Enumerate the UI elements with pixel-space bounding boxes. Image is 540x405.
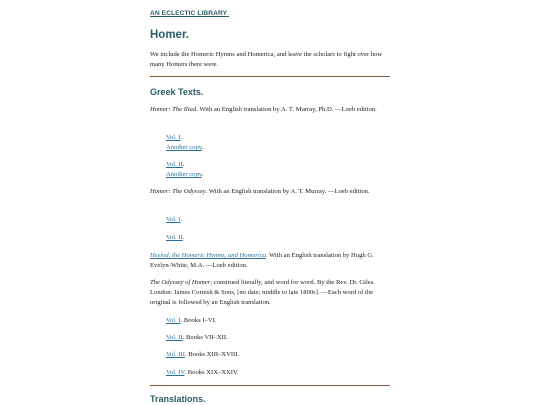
iliad-copy1-line [166,143,203,153]
section-divider [150,76,390,77]
punctuation: . [182,161,185,168]
odyssey-entry [150,187,392,197]
punctuation: . [201,144,204,151]
iliad-vol2-link[interactable]: Vol. II [166,161,183,168]
punctuation: . [180,134,183,141]
library-home-link[interactable]: AN ECLECTIC LIBRARY [150,10,228,17]
iliad-description: . With an English translation by A. T. Murray, Ph.D. —Loeb edition. [196,106,377,113]
hesiod-entry [150,251,392,271]
intro-text: We include the Homeric Hymns and Homerica, and leave the scholars to fight over how many Homers there were. [150,51,383,68]
giles-vol1-link[interactable]: Vol. I [166,317,181,324]
odyssey-vol1-line [166,215,182,225]
hesiod-description: . With an English translation by Hugh G. Evelyn-White, M.A. —Loeb edition. [150,252,374,269]
punctuation: . [201,171,204,178]
giles-vol1-books: . Books I–VI. [180,317,217,324]
odyssey-title: Homer: The Odyssey [150,188,206,195]
odyssey-vol2-link[interactable]: Vol. II [166,234,183,241]
odyssey-description: . With an English translation by A. T. Murray. —Loeb edition. [205,188,370,195]
greek-texts-heading: Greek Texts. [150,87,204,97]
translations-heading: Translations. [150,394,206,404]
hesiod-link[interactable]: Hesiod, the Homeric Hymns, and Homerica [150,252,266,259]
iliad-copy2-line [166,170,203,180]
giles-title: The Odyssey of Homer [150,279,211,286]
punctuation: . [182,234,185,241]
giles-vol2-books: . Books VII–XII. [182,334,228,341]
giles-vol1-line [166,316,216,326]
giles-description: ; construed literally, and word for word. By the Rev. Dr. Giles. London: James Cornish & Sons, [no date; middle to late 1800s]. —Each word of the original is followed by an English translation. [150,279,375,306]
iliad-title: Homer: The Iliad [150,106,197,113]
giles-vol4-link[interactable]: Vol. IV [166,369,185,376]
odyssey-vol2-line [166,233,184,243]
giles-entry [150,278,392,308]
page-title: Homer. [150,29,189,41]
odyssey-vol1-link[interactable]: Vol. I [166,216,181,223]
giles-vol3-books: . Books XIII–XVIII. [184,351,240,358]
iliad-entry [150,105,392,115]
giles-vol4-books: . Books XIX–XXIV. [184,369,239,376]
iliad-another-copy2-link[interactable]: Another copy [166,171,202,178]
iliad-vol2-line [166,160,184,170]
giles-vol4-line [166,368,239,378]
giles-vol2-link[interactable]: Vol. II [166,334,183,341]
iliad-vol1-link[interactable]: Vol. I [166,134,181,141]
punctuation: . [180,216,183,223]
iliad-vol1-line [166,133,182,143]
giles-vol3-line [166,350,239,360]
iliad-another-copy1-link[interactable]: Another copy [166,144,202,151]
giles-vol3-link[interactable]: Vol. III [166,351,185,358]
section-divider [150,385,390,386]
site-header [150,9,229,19]
site-link-period: . [227,10,230,17]
giles-vol2-line [166,333,228,343]
